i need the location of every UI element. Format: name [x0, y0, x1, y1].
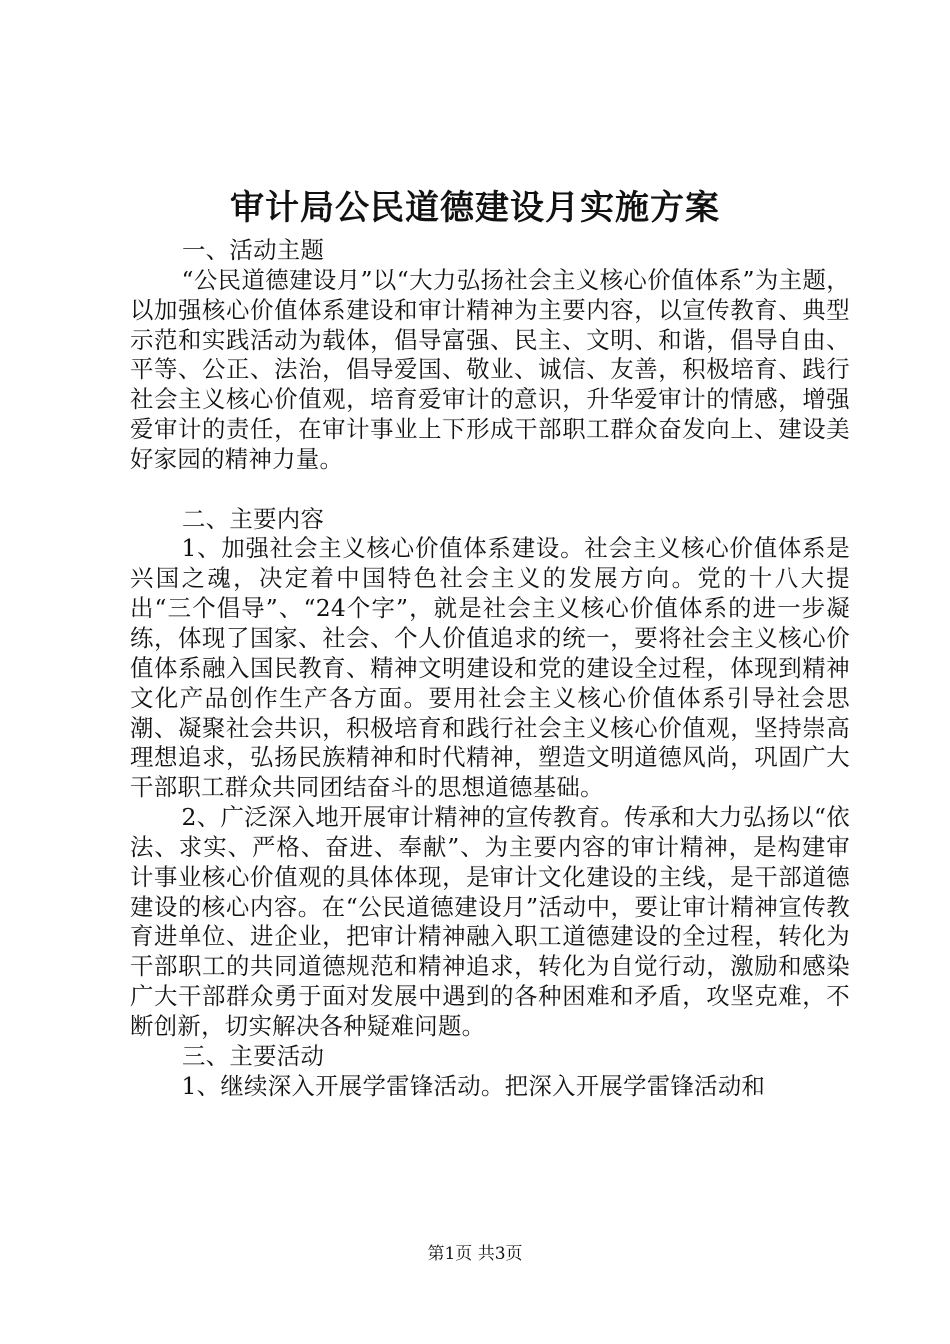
section-heading: 二、主要内容 [182, 504, 325, 533]
paragraph: 1、继续深入开展学雷锋活动。把深入开展学雷锋活动和 [181, 1071, 766, 1100]
page-footer: 第1页 共3页 [427, 1244, 523, 1264]
paragraph: 2、广泛深入地开展审计精神的宣传教育。传承和大力弘扬以“依法、求实、严格、奋进、奉献”、为主要内容的审计精神，是构建审计事业核心价值观的具体体现，是审计文化建设的主线，是干部道德建设的核心内容。在“公民道德建设月”活动中，要让审计精神宣传教育进单位、进企业，把审计精神融入职工道德建设的全过程，转化为干部职工的共同道德规范和精神追求，转化为自觉行动，激励和感染广大干部群众勇于面对发展中遇到的各种困难和矛盾，攻坚克难，不断创新，切实解决各种疑难问题。 [130, 803, 850, 1040]
paragraph: 1、加强社会主义核心价值体系建设。社会主义核心价值体系是兴国之魂，决定着中国特色社会主义的发展方向。党的十八大提出“三个倡导”、“24个字”，就是社会主义核心价值体系的进一步凝练，体现了国家、社会、个人价值追求的统一，要将社会主义核心价值体系融入国民教育、精神文明建设和党的建设全过程，体现到精神文化产品创作生产各方面。要用社会主义核心价值体系引导社会思潮、凝聚社会共识，积极培育和践行社会主义核心价值观，坚持崇高理想追求，弘扬民族精神和时代精神，塑造文明道德风尚，巩固广大干部职工群众共同团结奋斗的思想道德基础。 [130, 534, 850, 802]
document-title: 审计局公民道德建设月实施方案 [230, 188, 720, 228]
paragraph: “公民道德建设月”以“大力弘扬社会主义核心价值体系”为主题，以加强核心价值体系建设和审计精神为主要内容，以宣传教育、典型示范和实践活动为载体，倡导富强、民主、文明、和谐，倡导自由、平等、公正、法治，倡导爱国、敬业、诚信、友善，积极培育、践行社会主义核心价值观，培育爱审计的意识，升华爱审计的情感，增强爱审计的责任，在审计事业上下形成干部职工群众奋发向上、建设美好家园的精神力量。 [130, 265, 850, 473]
section-heading: 三、主要活动 [182, 1041, 325, 1070]
paragraph-spacer [130, 475, 850, 505]
document-body [130, 236, 850, 1101]
section-heading: 一、活动主题 [182, 236, 325, 264]
